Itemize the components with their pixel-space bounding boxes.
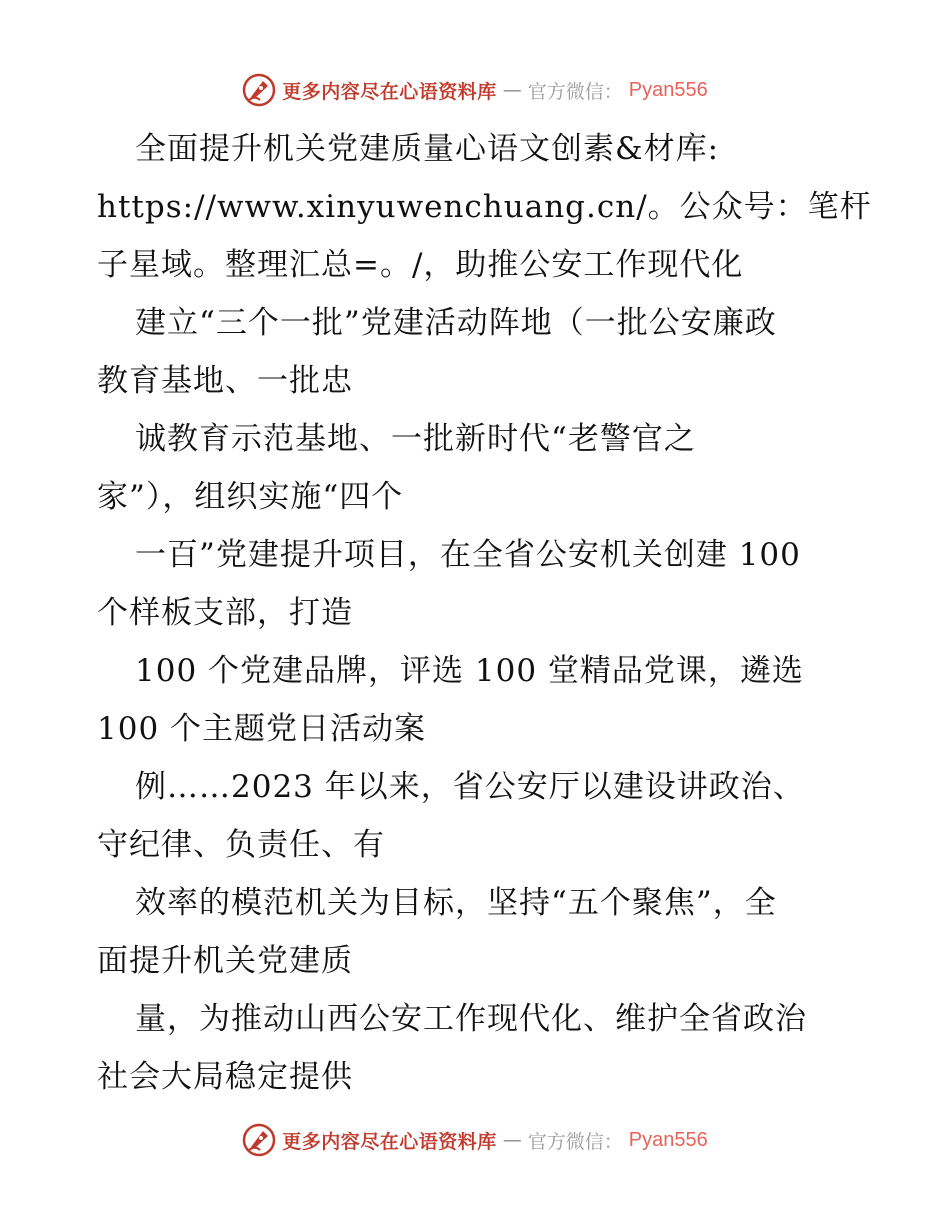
banner-wechat-label: 官方微信： [527, 80, 623, 103]
header-banner-content [242, 73, 708, 107]
banner-dash: — [502, 1129, 522, 1151]
text-line: 家”），组织实施“四个 [97, 479, 404, 515]
text-line: 建立“三个一批”党建活动阵地（一批公安廉政 [135, 305, 777, 341]
text-line: 量，为推动山西公安工作现代化、维护全省政治 [135, 1001, 807, 1037]
banner-wechat-id: Pyan556 [628, 78, 708, 101]
footer-banner-content [242, 1123, 708, 1157]
banner-title: 更多内容尽在心语资料库 [282, 80, 497, 103]
text-line: https://www.xinyuwenchuang.cn/。公众号：笔杆 [97, 189, 872, 225]
text-line: 子星域。整理汇总=。/，助推公安工作现代化 [97, 247, 744, 283]
banner-title: 更多内容尽在心语资料库 [282, 1130, 497, 1153]
document-body [97, 120, 872, 1106]
text-line: 100 个主题党日活动案 [97, 711, 427, 747]
pen-nib-logo-icon [242, 73, 276, 107]
banner-wechat-label: 官方微信： [527, 1130, 623, 1153]
text-line: 例……2023 年以来，省公安厅以建设讲政治、 [135, 769, 805, 805]
text-line: 诚教育示范基地、一批新时代“老警官之 [135, 421, 696, 457]
header-banner [0, 70, 950, 110]
text-line: 面提升机关党建质 [97, 943, 353, 979]
text-line: 一百”党建提升项目，在全省公安机关创建 100 [135, 537, 801, 573]
text-line: 守纪律、负责任、有 [97, 827, 385, 863]
pen-nib-logo-icon [242, 1123, 276, 1157]
banner-dash: — [502, 79, 522, 101]
text-line: 教育基地、一批忠 [97, 363, 353, 399]
text-line: 100 个党建品牌，评选 100 堂精品党课，遴选 [135, 653, 804, 689]
footer-banner [0, 1120, 950, 1160]
text-line: 效率的模范机关为目标，坚持“五个聚焦”，全 [135, 885, 777, 921]
text-line: 个样板支部，打造 [97, 595, 353, 631]
banner-wechat-id: Pyan556 [628, 1128, 708, 1151]
text-line: 社会大局稳定提供 [97, 1059, 353, 1095]
text-line: 全面提升机关党建质量心语文创素&材库: [135, 131, 720, 167]
